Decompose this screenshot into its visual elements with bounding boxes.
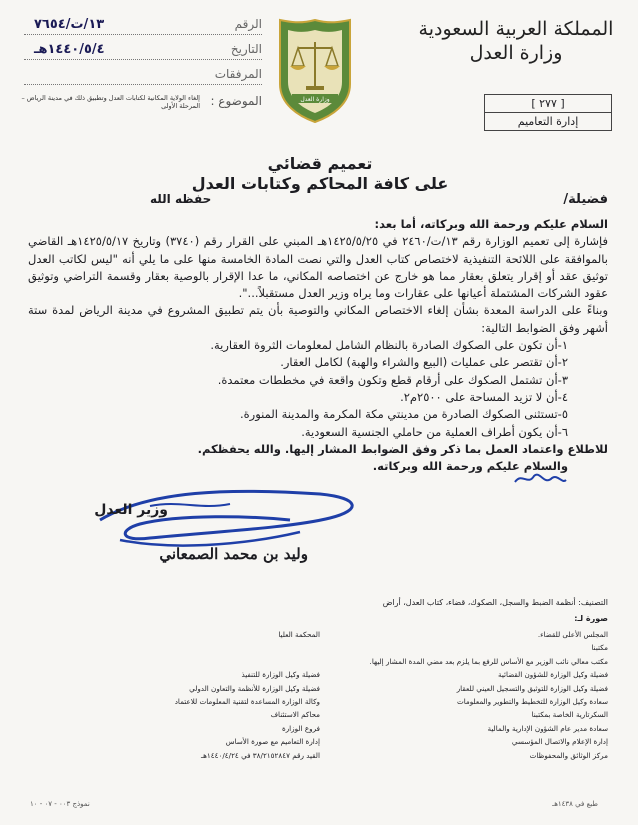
circular-number: [ ٢٧٧ ] (484, 94, 612, 112)
paragraph-1: فإشارة إلى تعميم الوزارة رقم ١٣/ت/٢٤٦٠ في ١٤٢٥/٥/٢٥هـ المبني على القرار رقم (٣٧٤٠) وتاريخ ١٤٢٥/٥/١٧هـ القاضي بالموافقة على اللائحة التنفيذية لاختصاص كتاب العدل والتي نصت المادة الخامسة منها على ما يلي أنه "ليس لكاتب العدل توثيق عقد أو إقرار يتعلق بعقار مما هو خارج عن اختصاصه المكاني، ما عدا الإقرار بالوصية بعقار وقسمة التراضي وتوثيق عقود الشركات المشتملة أعيانها على عقارات وما يراه وزير العدل مستقبلاً...". (28, 234, 609, 301)
condition-item: ٣-أن تشتمل الصكوك على أرقام قطع وتكون واقعة في مخططات معتمدة. (217, 372, 568, 387)
paragraph-2: وبناءً على الدراسة المعدة بشأن إلغاء الاختصاص المكاني والتوصية بأن يتم تطبيق المشروع في مدينة الرياض لمدة ستة أشهر وفق الضوابط التالية: (28, 303, 608, 335)
copy-recipient: فضيلة وكيل الوزارة للأنظمة والتعاون الدولي (189, 683, 320, 693)
kingdom-name: المملكة العربية السعودية (418, 18, 614, 40)
date-value: ١٤٤٠/٥/٤هـ (34, 41, 105, 57)
title-line-1: تعميم قضائي (267, 154, 373, 173)
copy-recipient: وكالة الوزارة المساعدة لتقنية المعلومات للاعتماد (174, 697, 320, 707)
letter-meta (24, 14, 262, 89)
copy-recipient: فضيلة وكيل الوزارة للتنفيذ (241, 670, 320, 680)
title-line-2: على كافة المحاكم وكتابات العدل (191, 174, 449, 193)
closing-2: والسلام عليكم ورحمة الله وبركاته. (372, 459, 568, 474)
copy-recipient: مركز الوثائق والمحفوظات (529, 750, 608, 760)
addressee: فضيلة/ (563, 192, 608, 207)
ministry-emblem-icon (270, 14, 360, 124)
number-label: الرقم (234, 17, 262, 31)
condition-item: ٤-أن لا تزيد المساحة على ٢٥٠٠م٢. (400, 389, 568, 404)
number-row (24, 14, 262, 35)
date-label: التاريخ (230, 42, 262, 56)
condition-item: ١-أن تكون على الصكوك الصادرة بالنظام الشامل لمعلومات الثروة العقارية. (210, 338, 568, 353)
date-row (24, 39, 262, 60)
copy-recipient (40, 641, 320, 654)
copy-recipient: محاكم الاستئناف (270, 710, 320, 720)
condition-item: ٥-تستثنى الصكوك الصادرة من مدينتي مكة المكرمة والمدينة المنورة. (239, 407, 568, 422)
emblem-label: وزارة العدل (300, 96, 330, 103)
conditions-list (28, 337, 568, 441)
condition-item: ٦-أن يكون أطراف العملية من حاملي الجنسية السعودية. (301, 424, 568, 439)
form-number: نموذج ٠٠٣ - ٠٧ - ١٠ (30, 800, 90, 808)
honorific: حفظه الله (150, 192, 212, 206)
classification: التصنيف: أنظمة الضبط والسجل، الصكوك، قضاء، كتاب العدل، أراض (382, 598, 608, 607)
copy-recipient: المجلس الأعلى للقضاء. (537, 630, 608, 639)
signatory-title: وزير العدل (94, 502, 168, 518)
subject-value: إلغاء الولاية المكانية لكتابات العدل وتطبيق ذلك في مدينة الرياض – المرحلة الأولى (21, 94, 200, 110)
copy-recipient: القيد رقم ٣٨/٢١٥٢٨٤٧ في ١٤٤٠/٤/٢٤هـ (201, 750, 320, 760)
copy-recipient: مكتبنا (591, 643, 608, 653)
subject-label: الموضوع : (210, 94, 262, 108)
copy-recipient: السكرتارية الخاصة بمكتبنا (531, 710, 608, 720)
handwritten-note-icon (510, 468, 570, 490)
copy-recipient: إدارة التعاميم مع صورة الأساس (225, 737, 320, 747)
print-note: طبع في ١٤٣٨هـ (552, 800, 598, 808)
copy-recipient: فضيلة وكيل الوزارة للشؤون القضائية (497, 670, 608, 680)
greeting: السلام عليكم ورحمة الله وبركاته، أما بعد: (374, 217, 608, 231)
copy-recipient: سعادة وكيل الوزارة للتخطيط والتطوير والمعلومات (456, 697, 608, 707)
circular-title (120, 154, 520, 194)
copy-recipient: المحكمة العليا (278, 630, 320, 639)
copy-recipient: فضيلة وكيل الوزارة للتوثيق والتسجيل العيني للعقار (456, 683, 608, 693)
condition-item: ٢-أن تقتصر على عمليات (البيع والشراء والهبة) لكامل العقار. (280, 355, 568, 370)
closing-1: للاطلاع واعتماد العمل بما ذكر وفق الضوابط المشار إليها. والله يحفظكم. (197, 441, 608, 456)
attachments-row (24, 64, 262, 85)
copy-recipient (40, 655, 320, 668)
attachments-label: المرفقات (214, 67, 262, 81)
letterhead-right (416, 18, 616, 64)
subject-row (20, 94, 262, 110)
copy-recipient: إدارة الإعلام والاتصال المؤسسي (511, 737, 608, 747)
number-value: ١٣/ت/٧٦٥٤ (34, 16, 105, 32)
copies-list-left (40, 628, 320, 762)
copy-recipient: سعادة مدير عام الشؤون الإدارية والمالية (487, 723, 608, 733)
copies-label: صورة لـ: (574, 614, 608, 623)
copy-recipient: فروع الوزارة (281, 723, 320, 733)
department-name: إدارة التعاميم (484, 112, 612, 131)
signatory-name: وليد بن محمد الصمعاني (159, 545, 308, 563)
circular-box (484, 94, 612, 131)
letter-body (28, 216, 608, 475)
copies-list-right (328, 628, 608, 762)
ministry-name: وزارة العدل (469, 42, 563, 64)
copy-recipient: مكتب معالي نائب الوزير مع الأساس للرفع بما يلزم بعد مضي المدة المشار إليها. (369, 656, 608, 666)
